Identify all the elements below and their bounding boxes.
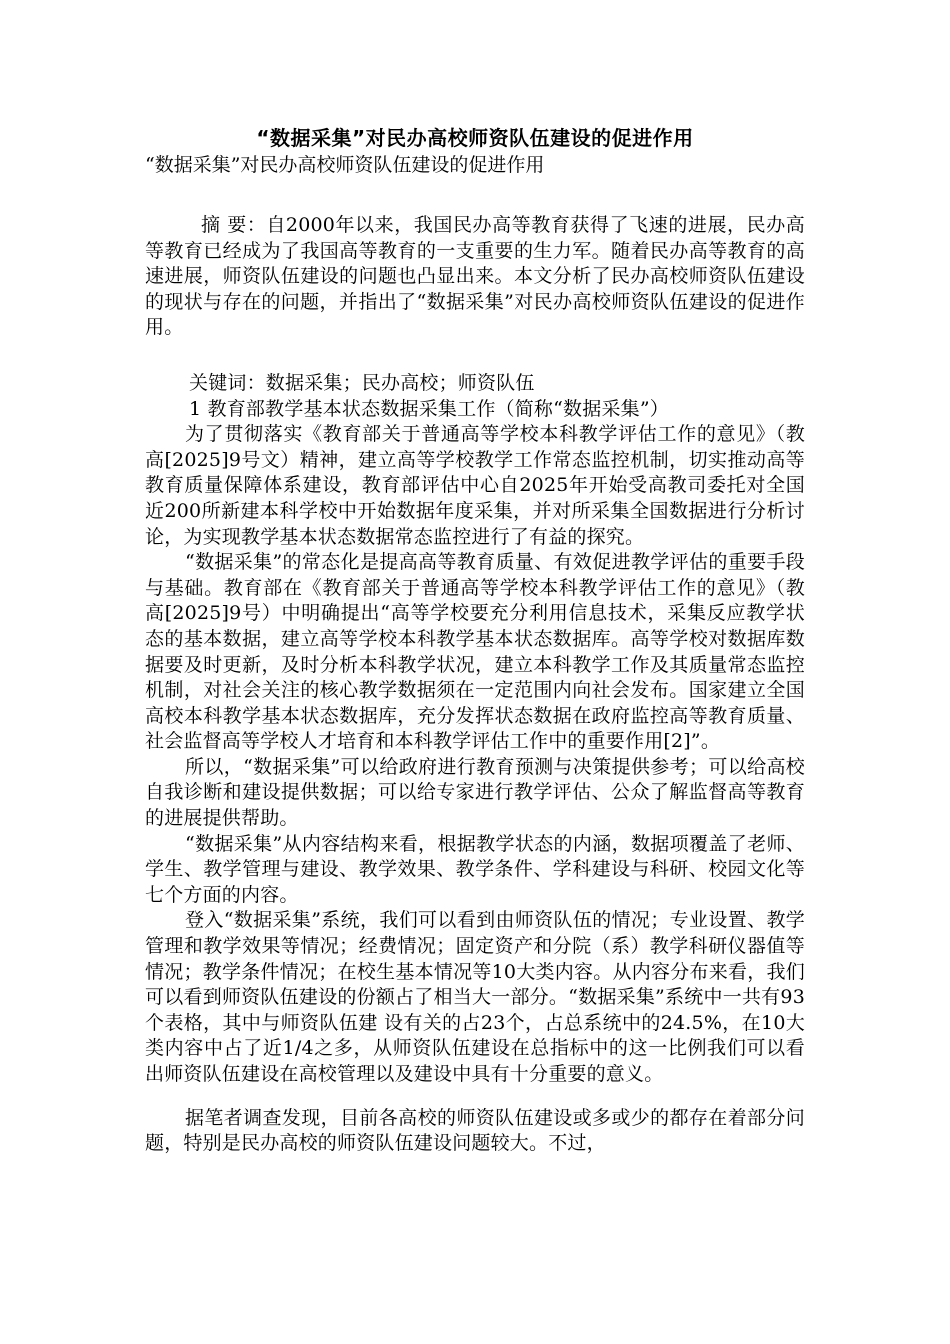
body-paragraph: “数据采集”的常态化是提高高等教育质量、有效促进教学评估的重要手段与基础。教育部在《教育部关于普通高等学校本科教学评估工作的意见》（教高[2025]9号）中明确提出“高等学校要充分利用信息技术，采集反应教学状态的基本数据，建立高等学校本科教学基本状态数据库。高等学校对数据库数据要及时更新，及时分析本科教学状况，建立本科教学工作及其质量常态监控机制，对社会关注的核心教学数据须在一定范围内向社会发布。国家建立全国高校本科教学基本状态数据库，充分发挥状态数据在政府监控高等教育质量、社会监督高等学校人才培育和本科教学评估工作中的重要作用[2]”。 <box>145 551 805 753</box>
body-paragraph: 登入“数据采集”系统，我们可以看到由师资队伍的情况；专业设置、教学管理和教学效果等情况；经费情况；固定资产和分院（系）教学科研仪器值等情况；教学条件情况；在校生基本情况等10大类内容。从内容分布来看，我们可以看到师资队伍建设的份额占了相当大一部分。“数据采集”系统中一共有93个表格，其中与师资队伍建 设有关的占23个，占总系统中的24.5%，在10大类内容中占了近1/4之多，从师资队伍建设在总指标中的这一比例我们可以看出师资队伍建设在高校管理以及建设中具有十分重要的意义。 <box>145 909 805 1085</box>
body-paragraph: 所以，“数据采集”可以给政府进行教育预测与决策提供参考；可以给高校自我诊断和建设提供数据；可以给专家进行教学评估、公众了解监督高等教育的进展提供帮助。 <box>145 755 805 830</box>
spacer <box>145 1088 805 1106</box>
body-paragraph: “数据采集”从内容结构来看，根据教学状态的内涵，数据项覆盖了老师、学生、教学管理与建设、教学效果、教学条件、学科建设与科研、校园文化等七个方面的内容。 <box>145 832 805 906</box>
document-subtitle: “数据采集”对民办高校师资队伍建设的促进作用 <box>145 154 545 176</box>
keywords-line: 关键词：数据采集；民办高校；师资队伍 <box>189 371 535 394</box>
abstract-paragraph: 摘 要：自2000年以来，我国民办高等教育获得了飞速的进展，民办高等教育已经成为了我国高等教育的一支重要的生力军。随着民办高等教育的高速进展，师资队伍建设的问题也凸显出来。本文分析了民办高校师资队伍建设的现状与存在的问题，并指出了“数据采集”对民办高校师资队伍建设的促进作用。 <box>145 214 805 339</box>
section-heading: 1 教育部教学基本状态数据采集工作（简称“数据采集”） <box>189 397 669 420</box>
document-body <box>145 124 805 1157</box>
closing-paragraph: 据笔者调查发现，目前各高校的师资队伍建设或多或少的都存在着部分问题，特别是民办高校的师资队伍建设问题较大。不过， <box>145 1106 805 1155</box>
body-paragraph: 为了贯彻落实《教育部关于普通高等学校本科教学评估工作的意见》（教高[2025]9号文）精神，建立高等学校教学工作常态监控机制，切实推动高等教育质量保障体系建设，教育部评估中心自2025年开始受高教司委托对全国近200所新建本科学校中开始数据年度采集，并对所采集全国数据进行分析讨论，为实现教学基本状态数据常态监控进行了有益的探究。 <box>145 423 805 548</box>
spacer <box>145 341 805 371</box>
document-title: “数据采集”对民办高校师资队伍建设的促进作用 <box>256 126 694 150</box>
spacer <box>145 179 805 213</box>
